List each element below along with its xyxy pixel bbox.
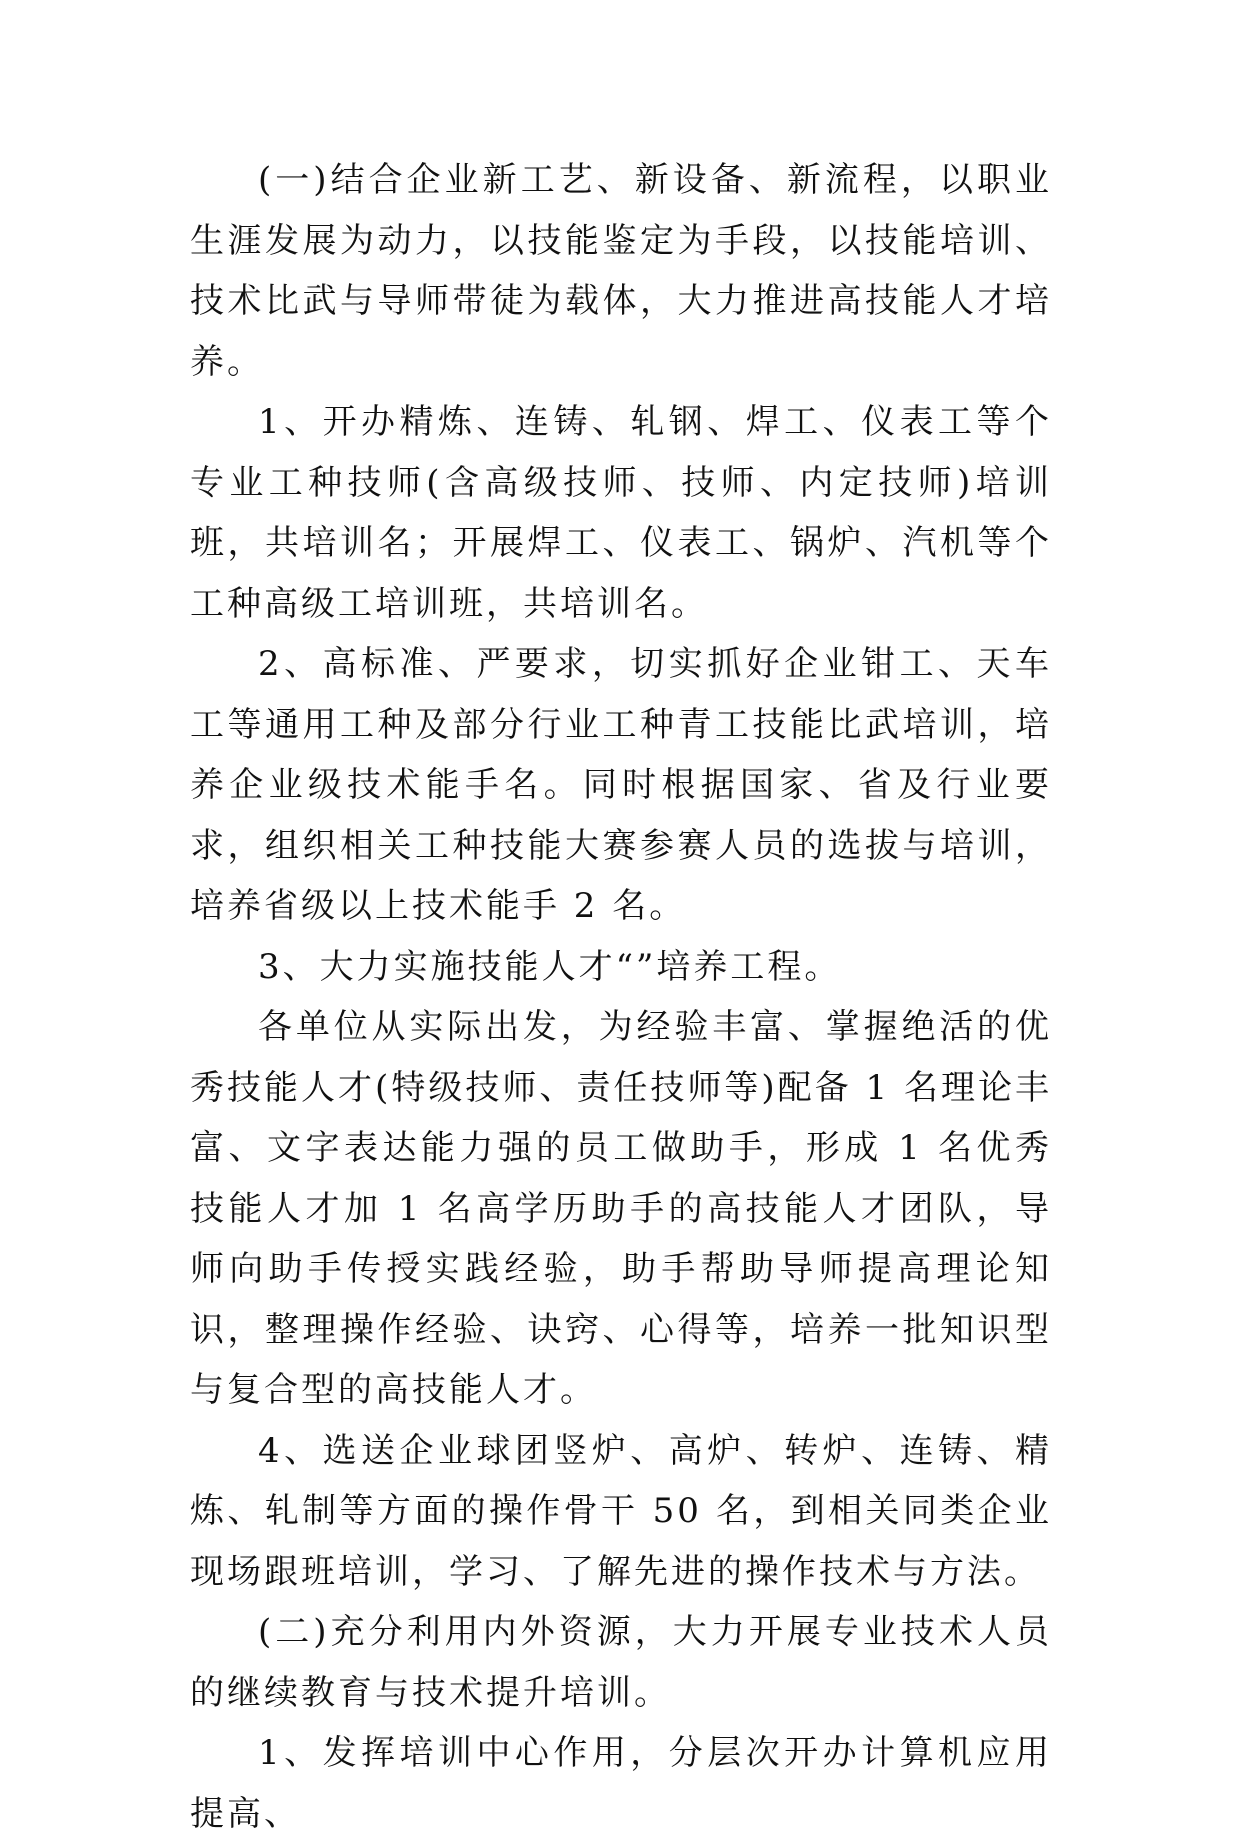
paragraph-section-two-item-1: 1、发挥培训中心作用，分层次开办计算机应用提高、 xyxy=(190,1733,1052,1834)
paragraph-item-4: 4、选送企业球团竖炉、高炉、转炉、连铸、精炼、轧制等方面的操作骨干 50 名，到相关同类企业现场跟班培训，学习、了解先进的操作技术与方法。 xyxy=(190,1430,1052,1592)
paragraph-section-one-heading: (一)结合企业新工艺、新设备、新流程，以职业生涯发展为动力，以技能鉴定为手段，以技能培训、技术比武与导师带徒为载体，大力推进高技能人才培养。 xyxy=(190,160,1052,382)
paragraph-item-1: 1、开办精炼、连铸、轧钢、焊工、仪表工等个专业工种技师(含高级技师、技师、内定技师)培训班，共培训名；开展焊工、仪表工、锅炉、汽机等个工种高级工培训班，共培训名。 xyxy=(190,402,1052,624)
document-page xyxy=(190,150,1052,1844)
paragraph-item-2: 2、高标准、严要求，切实抓好企业钳工、天车工等通用工种及部分行业工种青工技能比武培训，培养企业级技术能手名。同时根据国家、省及行业要求，组织相关工种技能大赛参赛人员的选拔与培训，培养省级以上技术能手 2 名。 xyxy=(190,644,1052,926)
paragraph-section-two-heading: (二)充分利用内外资源，大力开展专业技术人员的继续教育与技术提升培训。 xyxy=(190,1612,1052,1713)
paragraph-item-3-detail: 各单位从实际出发，为经验丰富、掌握绝活的优秀技能人才(特级技师、责任技师等)配备 1 名理论丰富、文字表达能力强的员工做助手，形成 1 名优秀技能人才加 1 名高学历助手的高技能人才团队，导师向助手传授实践经验，助手帮助导师提高理论知识，整理操作经验、诀窍、心得等，培养一批知识型与复合型的高技能人才。 xyxy=(190,1007,1052,1410)
paragraph-item-3: 3、大力实施技能人才“”培养工程。 xyxy=(258,946,842,987)
